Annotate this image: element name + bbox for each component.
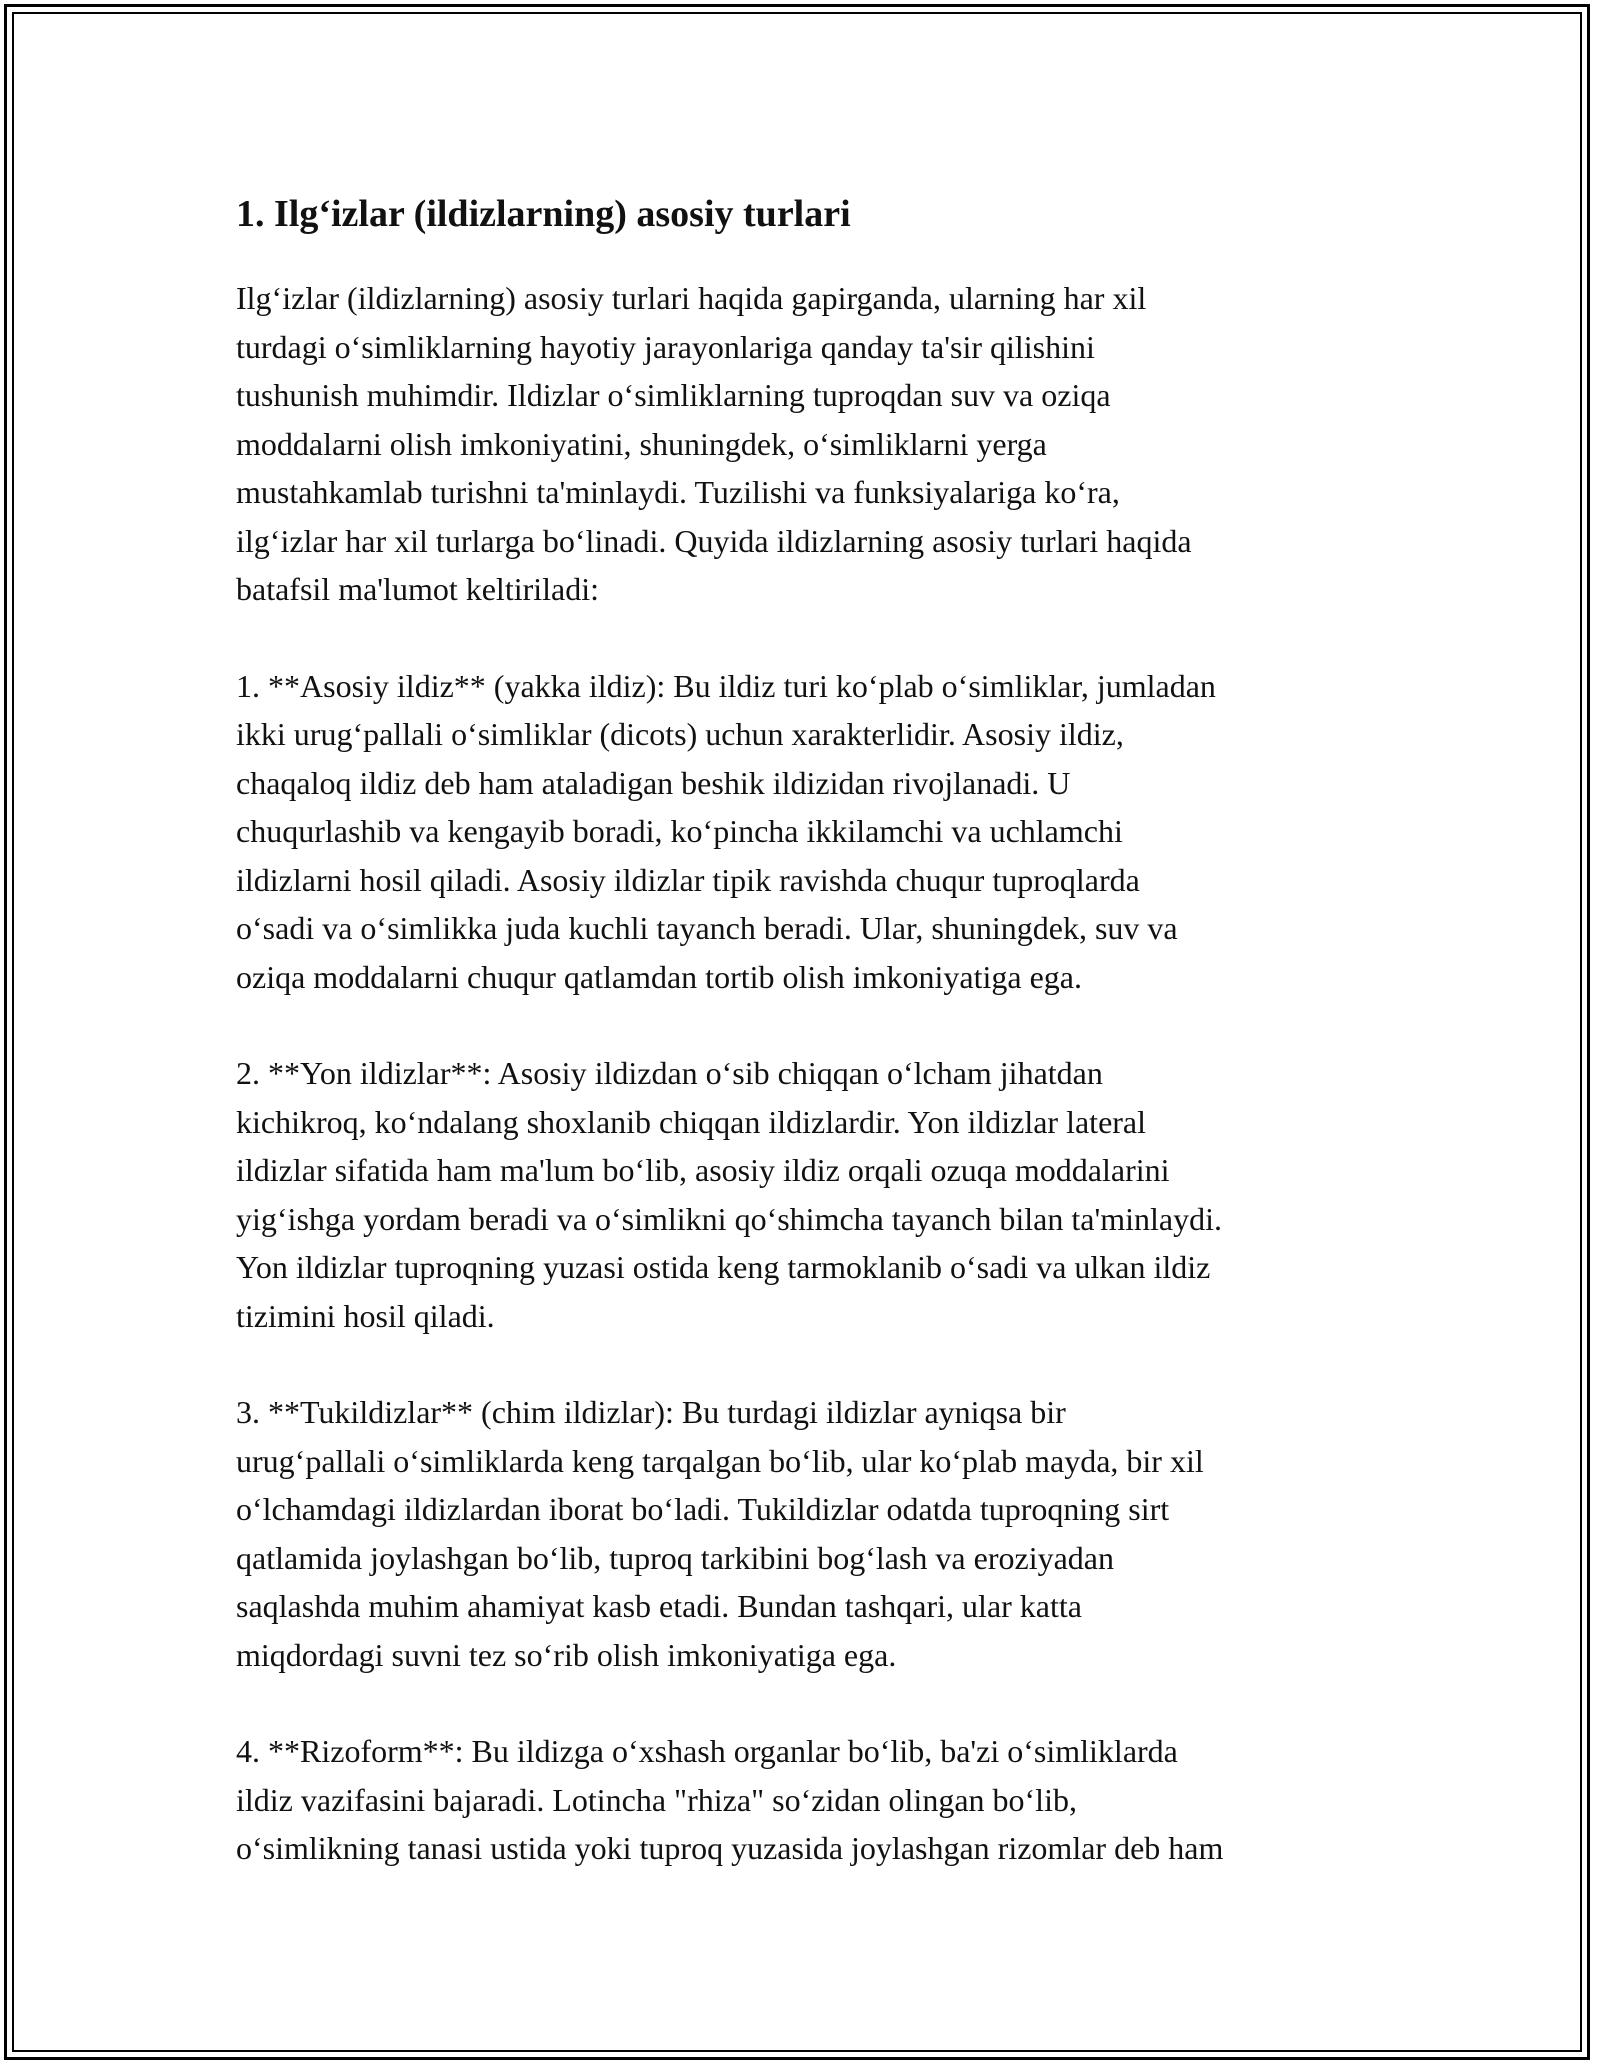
document-body xyxy=(236,186,1376,1921)
paragraph-tukildizlar: 3. **Tukildizlar** (chim ildizlar): Bu turdagi ildizlar ayniqsa bir urug‘pallali o‘simliklarda keng tarqalgan bo‘lib, ular ko‘plab mayda, bir xil o‘lchamdagi ildizlardan iborat bo‘ladi. Tukildizlar odatda tuproqning sirt qatlamida joylashgan bo‘lib, tuproq tarkibini bog‘lash va eroziyadan saqlashda muhim ahamiyat kasb etadi. Bundan tashqari, ular katta miqdordagi suvni tez so‘rib olish imkoniyatiga ega. xyxy=(236,1394,1204,1673)
intro-paragraph: Ilg‘izlar (ildizlarning) asosiy turlari haqida gapirganda, ularning har xil turdagi o‘simliklarning hayotiy jarayonlariga qanday ta'sir qilishini tushunish muhimdir. Ildizlar o‘simliklarning tuproqdan suv va oziqa moddalarni olish imkoniyatini, shuningdek, o‘simliklarni yerga mustahkamlab turishni ta'minlaydi. Tuzilishi va funksiyalariga ko‘ra, ilg‘izlar har xil turlarga bo‘linadi. Quyida ildizlarning asosiy turlari haqida batafsil ma'lumot keltiriladi: xyxy=(236,280,1192,607)
paragraph-rizoform: 4. **Rizoform**: Bu ildizga o‘xshash organlar bo‘lib, ba'zi o‘simliklarda ildiz vazifasini bajaradi. Lotincha "rhiza" so‘zidan olingan bo‘lib, o‘simlikning tanasi ustida yoki tuproq yuzasida joylashgan rizomlar deb ham xyxy=(236,1733,1224,1866)
section-heading: 1. Ilg‘izlar (ildizlarning) asosiy turlari xyxy=(236,193,851,235)
paragraph-asosiy-ildiz: 1. **Asosiy ildiz** (yakka ildiz): Bu ildiz turi ko‘plab o‘simliklar, jumladan ikki urug‘pallali o‘simliklar (dicots) uchun xarakterlidir. Asosiy ildiz, chaqaloq ildiz deb ham ataladigan beshik ildizidan rivojlanadi. U chuqurlashib va kengayib boradi, ko‘pincha ikkilamchi va uchlamchi ildizlarni hosil qiladi. Asosiy ildizlar tipik ravishda chuqur tuproqlarda o‘sadi va o‘simlikka juda kuchli tayanch beradi. Ular, shuningdek, suv va oziqa moddalarni chuqur qatlamdan tortib olish imkoniyatiga ega. xyxy=(236,667,1216,995)
paragraph-yon-ildizlar: 2. **Yon ildizlar**: Asosiy ildizdan o‘sib chiqqan o‘lcham jihatdan kichikroq, ko‘ndalang shoxlanib chiqqan ildizlardir. Yon ildizlar lateral ildizlar sifatida ham ma'lum bo‘lib, asosiy ildiz orqali ozuqa moddalarini yig‘ishga yordam beradi va o‘simlikni qo‘shimcha tayanch bilan ta'minlaydi. Yon ildizlar tuproqning yuzasi ostida keng tarmoklanib o‘sadi va ulkan ildiz tizimini hosil qiladi. xyxy=(236,1055,1222,1334)
